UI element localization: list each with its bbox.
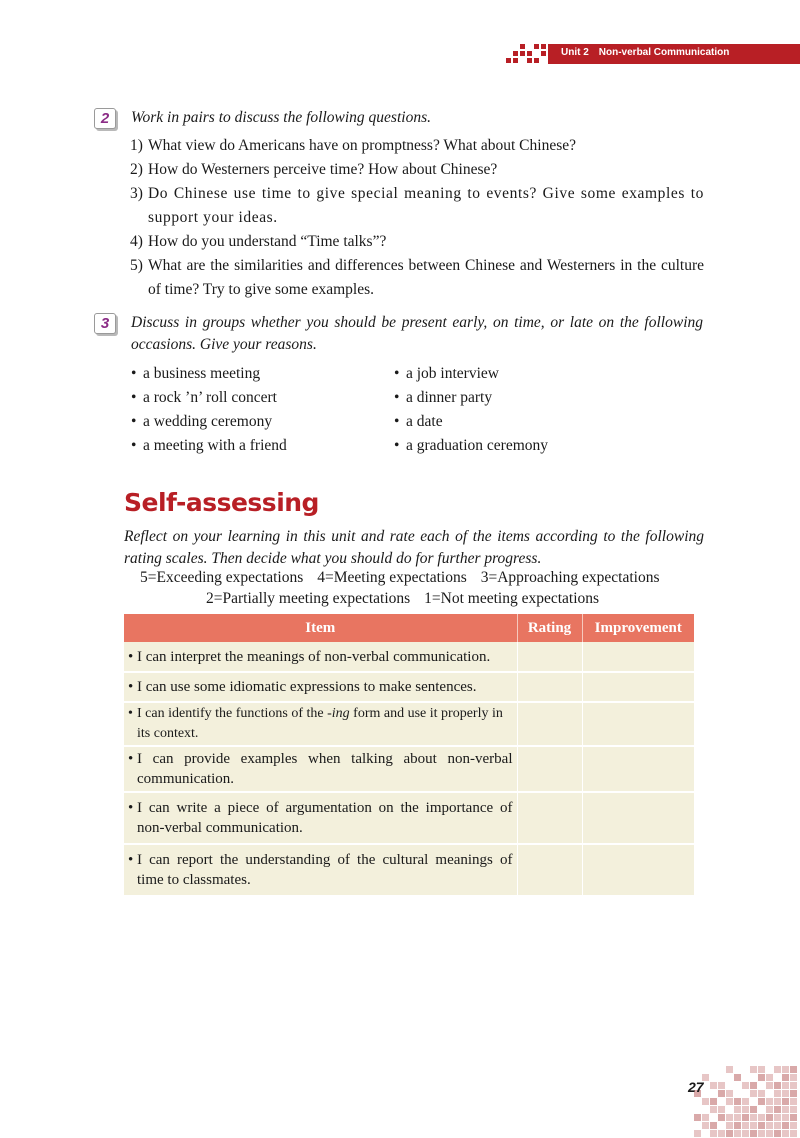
bullet-icon: • (394, 389, 400, 406)
question-item (130, 182, 704, 230)
improvement-cell[interactable] (582, 792, 694, 844)
question-number: 2) (130, 161, 143, 178)
occasion-list-right (394, 362, 548, 458)
rating-cell[interactable] (517, 702, 582, 746)
occasion-label: a business meeting (143, 365, 261, 382)
rating-cell[interactable] (517, 672, 582, 702)
item-text: I can interpret the meanings of non-verbal communication. (137, 648, 491, 665)
exercise-2-instruction: Work in pairs to discuss the following questions. (131, 109, 431, 126)
table-row (124, 642, 694, 672)
improvement-cell[interactable] (582, 844, 694, 896)
table-row (124, 792, 694, 844)
question-text: What view do Americans have on promptness? What about Chinese? (148, 137, 576, 154)
question-item (130, 158, 704, 182)
occasion-item (394, 410, 548, 434)
rating-scale: 4=Meeting expectations (317, 569, 467, 586)
question-text: How do you understand “Time talks”? (148, 233, 387, 250)
occasion-label: a meeting with a friend (143, 437, 287, 454)
occasion-label: a date (406, 413, 443, 430)
bullet-icon: • (131, 437, 137, 454)
bullet-icon: • (128, 852, 134, 868)
bullet-icon: • (131, 413, 137, 430)
item-cell (124, 746, 517, 792)
unit-label: Unit 2 (561, 47, 589, 58)
bullet-icon: • (128, 751, 134, 767)
bullet-icon: • (394, 365, 400, 382)
occasion-item (394, 386, 548, 410)
item-cell (124, 702, 517, 746)
bullet-icon: • (128, 648, 134, 665)
table-row (124, 672, 694, 702)
occasion-item (394, 434, 548, 458)
unit-title: Non-verbal Communication (598, 47, 730, 58)
question-item (130, 134, 704, 158)
bullet-icon: • (131, 365, 137, 382)
self-assessment-table (124, 614, 694, 897)
improvement-cell[interactable] (582, 746, 694, 792)
occasion-label: a dinner party (406, 389, 493, 406)
rating-cell[interactable] (517, 746, 582, 792)
bullet-icon: • (128, 706, 133, 721)
unit-header-text (561, 47, 729, 58)
column-header-rating: Rating (517, 614, 582, 642)
occasion-item (131, 410, 287, 434)
rating-cell[interactable] (517, 792, 582, 844)
question-number: 1) (130, 137, 143, 154)
question-number: 3) (130, 185, 143, 202)
exercise-2-number: 2 (94, 108, 116, 129)
occasion-label: a job interview (406, 365, 499, 382)
occasion-label: a rock ’n’ roll concert (143, 389, 277, 406)
section-title: Self-assessing (124, 488, 319, 517)
bullet-icon: • (394, 413, 400, 430)
item-text: I can identify the functions of the -ing form and use it properly in its context. (137, 706, 503, 741)
bullet-icon: • (394, 437, 400, 454)
page-number: 27 (688, 1079, 704, 1095)
improvement-cell[interactable] (582, 672, 694, 702)
question-item (130, 230, 704, 254)
exercise-2-question-list (130, 134, 704, 302)
exercise-3-instruction: Discuss in groups whether you should be present early, on time, or late on the following occasions. Give your reasons. (131, 314, 703, 353)
occasion-item (131, 386, 287, 410)
self-assessing-instruction: Reflect on your learning in this unit and rate each of the items according to the following rating scales. Then decide what you should do for further progress. (124, 528, 704, 567)
rating-scale: 5=Exceeding expectations (140, 569, 304, 586)
bullet-icon: • (128, 800, 134, 816)
question-number: 4) (130, 233, 143, 250)
rating-scale-line-2 (206, 590, 613, 608)
question-text: Do Chinese use time to give special meaning to events? Give some examples to support your ideas. (148, 185, 704, 226)
table-row (124, 844, 694, 896)
rating-scale: 3=Approaching expectations (480, 569, 660, 586)
improvement-cell[interactable] (582, 642, 694, 672)
table-header-row (124, 614, 694, 642)
item-text: I can provide examples when talking about non-verbal communication. (137, 751, 513, 787)
rating-cell[interactable] (517, 844, 582, 896)
item-cell (124, 642, 517, 672)
occasion-label: a graduation ceremony (406, 437, 549, 454)
rating-scale: 2=Partially meeting expectations (206, 590, 411, 607)
rating-scale: 1=Not meeting expectations (424, 590, 600, 607)
table-row (124, 746, 694, 792)
item-text: I can report the understanding of the cultural meanings of time to classmates. (137, 852, 513, 888)
bullet-icon: • (131, 389, 137, 406)
corner-pixel-decoration (690, 1064, 800, 1138)
item-cell (124, 792, 517, 844)
exercise-3-number: 3 (94, 313, 116, 334)
occasion-item (131, 434, 287, 458)
item-text: I can use some idiomatic expressions to make sentences. (137, 679, 477, 695)
item-cell (124, 844, 517, 896)
column-header-item: Item (124, 614, 517, 642)
occasion-list-left (131, 362, 287, 458)
item-cell (124, 672, 517, 702)
bullet-icon: • (128, 679, 134, 695)
occasion-label: a wedding ceremony (143, 413, 273, 430)
item-text: I can write a piece of argumentation on the importance of non-verbal communication. (137, 800, 513, 836)
question-text: What are the similarities and differences between Chinese and Westerners in the culture of time? Try to give some examples. (148, 257, 704, 298)
occasion-item (131, 362, 287, 386)
rating-cell[interactable] (517, 642, 582, 672)
question-item (130, 254, 704, 302)
occasion-item (394, 362, 548, 386)
question-number: 5) (130, 257, 143, 274)
question-text: How do Westerners perceive time? How about Chinese? (148, 161, 498, 178)
rating-scale-line-1 (140, 569, 674, 587)
column-header-improvement: Improvement (582, 614, 694, 642)
improvement-cell[interactable] (582, 702, 694, 746)
table-row (124, 702, 694, 746)
